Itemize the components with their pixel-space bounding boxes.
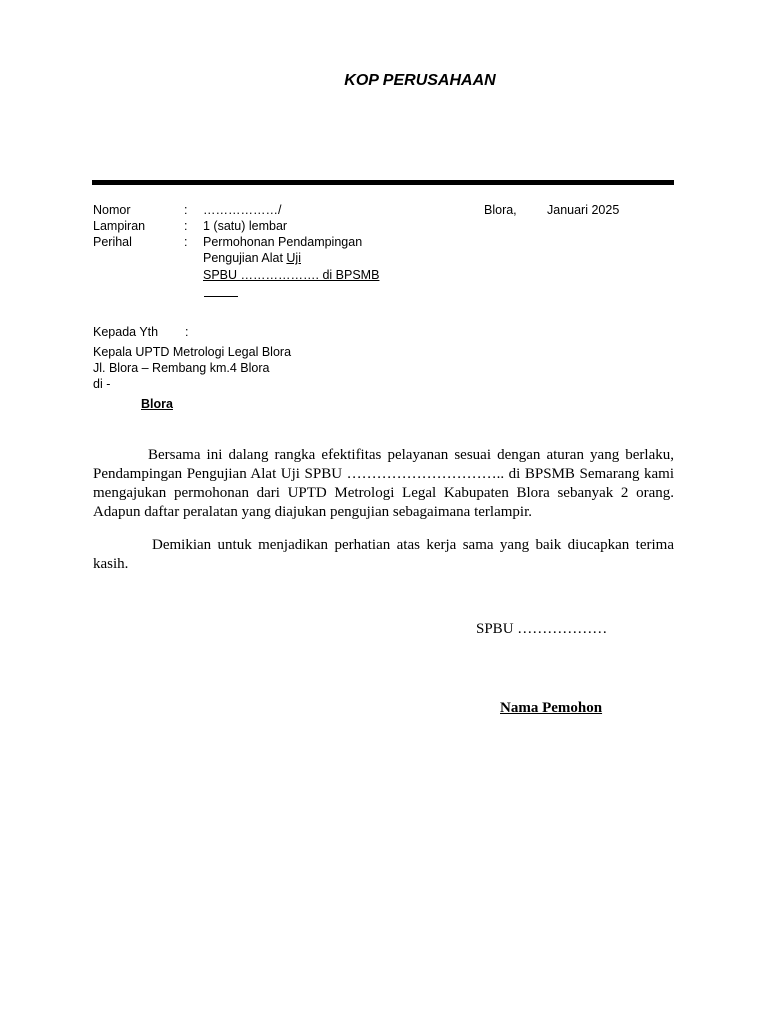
body-paragraph-1: Bersama ini dalang rangka efektifitas pelayanan sesuai dengan aturan yang berlaku, Pendampingan Pengujian Alat Uji SPBU ………………………….. di BPSMB Semarang kami mengajukan permohonan dari UPTD Metrologi Legal Kabupaten Blora sebanyak 2 orang. Adapun daftar peralatan yang diajukan pengujian sebagaimana terlampir. <box>93 447 674 520</box>
recipient-line-1: Kepala UPTD Metrologi Legal Blora <box>93 345 292 359</box>
signature-organization: SPBU ……………… <box>476 621 608 637</box>
recipient-separator: : <box>185 325 189 339</box>
perihal-line-3: SPBU ………………. di BPSMB <box>203 268 380 282</box>
nomor-label: Nomor <box>93 203 131 217</box>
perihal-line-2-underlined: Uji <box>286 251 301 265</box>
lampiran-label: Lampiran <box>93 219 146 233</box>
letterhead-divider <box>92 180 674 185</box>
perihal-label: Perihal <box>93 235 132 249</box>
lampiran-value: 1 (satu) lembar <box>203 219 288 233</box>
recipient-city: Blora <box>141 397 173 411</box>
nomor-separator: : <box>184 203 188 217</box>
nomor-value: ………………/ <box>203 203 282 217</box>
company-letterhead-title: KOP PERUSAHAAN <box>344 72 496 89</box>
perihal-underline-stub <box>204 296 238 297</box>
recipient-line-3: di - <box>93 377 111 391</box>
perihal-separator: : <box>184 235 188 249</box>
recipient-label: Kepada Yth <box>93 325 159 339</box>
letter-date: Januari 2025 <box>547 203 620 217</box>
perihal-line-1: Permohonan Pendampingan <box>203 235 363 249</box>
perihal-line-2 <box>203 250 301 266</box>
recipient-line-2: Jl. Blora – Rembang km.4 Blora <box>93 361 270 375</box>
letter-place: Blora, <box>484 203 517 217</box>
signature-name: Nama Pemohon <box>500 700 603 716</box>
perihal-line-2-plain: Pengujian Alat <box>203 251 287 265</box>
body-paragraph-2: Demikian untuk menjadikan perhatian atas kerja sama yang baik diucapkan terima kasih. <box>93 537 674 572</box>
lampiran-separator: : <box>184 219 188 233</box>
